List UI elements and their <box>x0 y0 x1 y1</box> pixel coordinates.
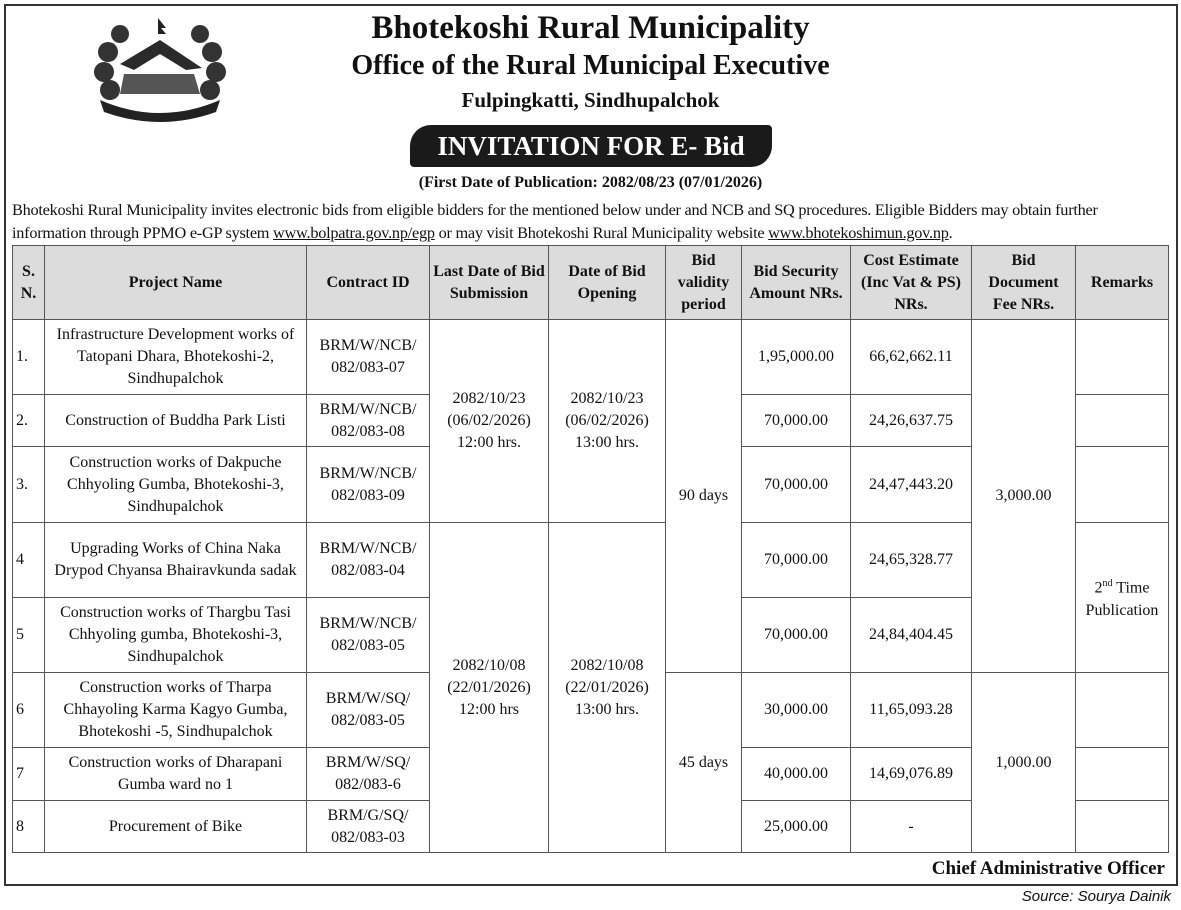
bid-security: 1,95,000.00 <box>742 320 851 395</box>
column-header: Bid Document Fee NRs. <box>972 246 1076 320</box>
opening-date: 2082/10/08 (22/01/2026) 13:00 hrs. <box>549 523 666 853</box>
remarks <box>1076 447 1169 523</box>
serial-number: 5 <box>13 598 45 673</box>
bid-security: 30,000.00 <box>742 673 851 748</box>
column-header: Project Name <box>45 246 307 320</box>
bolpatra-link[interactable]: www.bolpatra.gov.np/egp <box>273 223 435 242</box>
table-header-row <box>13 246 1169 320</box>
project-name: Upgrading Works of China Naka Drypod Chyansa Bhairavkunda sadak <box>45 523 307 598</box>
remarks <box>1076 748 1169 801</box>
contract-id: BRM/W/NCB/ 082/083-04 <box>307 523 430 598</box>
bid-security: 70,000.00 <box>742 395 851 447</box>
project-name: Construction works of Thargbu Tasi Chhyoling gumba, Bhotekoshi-3, Sindhupalchok <box>45 598 307 673</box>
serial-number: 4 <box>13 523 45 598</box>
validity-period: 90 days <box>666 320 742 673</box>
office-title: Office of the Rural Municipal Executive <box>351 50 830 81</box>
project-name: Construction of Buddha Park Listi <box>45 395 307 447</box>
contract-id: BRM/W/SQ/ 082/083-6 <box>307 748 430 801</box>
serial-number: 3. <box>13 447 45 523</box>
project-name: Construction works of Tharpa Chhayoling Karma Kagyo Gumba, Bhotekoshi -5, Sindhupalchok <box>45 673 307 748</box>
contract-id: BRM/W/NCB/ 082/083-08 <box>307 395 430 447</box>
remarks <box>1076 673 1169 748</box>
document-fee: 3,000.00 <box>972 320 1076 673</box>
remarks <box>1076 523 1169 673</box>
contract-id: BRM/W/SQ/ 082/083-05 <box>307 673 430 748</box>
bid-security: 70,000.00 <box>742 598 851 673</box>
remark-ordinal: 2 <box>1094 579 1103 597</box>
cost-estimate: - <box>851 801 972 853</box>
serial-number: 2. <box>13 395 45 447</box>
publication-date: (First Date of Publication: 2082/08/23 (07/01/2026) <box>418 174 763 191</box>
serial-number: 7 <box>13 748 45 801</box>
remarks <box>1076 801 1169 853</box>
serial-number: 6 <box>13 673 45 748</box>
project-name: Infrastructure Development works of Tatopani Dhara, Bhotekoshi-2, Sindhupalchok <box>45 320 307 395</box>
remarks <box>1076 320 1169 395</box>
intro-text: Bhotekoshi Rural Municipality invites electronic bids from eligible bidders for the mentioned below under and NCB and SQ procedures. Eligible Bidders may obtain further information through PPMO e-GP system <box>12 200 1098 242</box>
project-name: Construction works of Dakpuche Chhyoling Gumba, Bhotekoshi-3, Sindhupalchok <box>45 447 307 523</box>
column-header: Cost Estimate (Inc Vat & PS) NRs. <box>851 246 972 320</box>
location: Fulpingkatti, Sindhupalchok <box>461 88 720 112</box>
cost-estimate: 24,84,404.45 <box>851 598 972 673</box>
project-name: Procurement of Bike <box>45 801 307 853</box>
contract-id: BRM/W/NCB/ 082/083-05 <box>307 598 430 673</box>
bid-security: 40,000.00 <box>742 748 851 801</box>
notice-title: INVITATION FOR E- Bid <box>410 125 772 167</box>
table-row <box>13 320 1169 395</box>
project-name: Construction works of Dharapani Gumba ward no 1 <box>45 748 307 801</box>
bid-security: 70,000.00 <box>742 523 851 598</box>
source-credit: Source: Sourya Dainik <box>1021 888 1171 905</box>
bid-security: 25,000.00 <box>742 801 851 853</box>
signatory: Chief Administrative Officer <box>931 858 1165 879</box>
contract-id: BRM/W/NCB/ 082/083-07 <box>307 320 430 395</box>
intro-text: . <box>948 223 953 242</box>
bid-security: 70,000.00 <box>742 447 851 523</box>
opening-date: 2082/10/23 (06/02/2026) 13:00 hrs. <box>549 320 666 523</box>
submission-date: 2082/10/23 (06/02/2026) 12:00 hrs. <box>430 320 549 523</box>
intro-paragraph <box>12 198 1172 244</box>
serial-number: 1. <box>13 320 45 395</box>
intro-text: or may visit Bhotekoshi Rural Municipality website <box>434 223 769 242</box>
contract-id: BRM/G/SQ/ 082/083-03 <box>307 801 430 853</box>
cost-estimate: 24,26,637.75 <box>851 395 972 447</box>
municipality-title: Bhotekoshi Rural Municipality <box>371 10 810 46</box>
column-header: Remarks <box>1076 246 1169 320</box>
cost-estimate: 24,47,443.20 <box>851 447 972 523</box>
remarks <box>1076 395 1169 447</box>
contract-id: BRM/W/NCB/ 082/083-09 <box>307 447 430 523</box>
cost-estimate: 24,65,328.77 <box>851 523 972 598</box>
serial-number: 8 <box>13 801 45 853</box>
cost-estimate: 14,69,076.89 <box>851 748 972 801</box>
cost-estimate: 66,62,662.11 <box>851 320 972 395</box>
cost-estimate: 11,65,093.28 <box>851 673 972 748</box>
submission-date: 2082/10/08 (22/01/2026) 12:00 hrs <box>430 523 549 853</box>
remark-text: Time Publication <box>1085 579 1159 619</box>
remark-suffix: nd <box>1102 578 1113 590</box>
document-fee: 1,000.00 <box>972 673 1076 853</box>
bid-table <box>12 245 1169 853</box>
column-header: S. N. <box>13 246 45 320</box>
column-header: Date of Bid Opening <box>549 246 666 320</box>
municipality-website-link[interactable]: www.bhotekoshimun.gov.np <box>768 223 949 242</box>
column-header: Bid Security Amount NRs. <box>742 246 851 320</box>
validity-period: 45 days <box>666 673 742 853</box>
column-header: Last Date of Bid Submission <box>430 246 549 320</box>
column-header: Contract ID <box>307 246 430 320</box>
column-header: Bid validity period <box>666 246 742 320</box>
